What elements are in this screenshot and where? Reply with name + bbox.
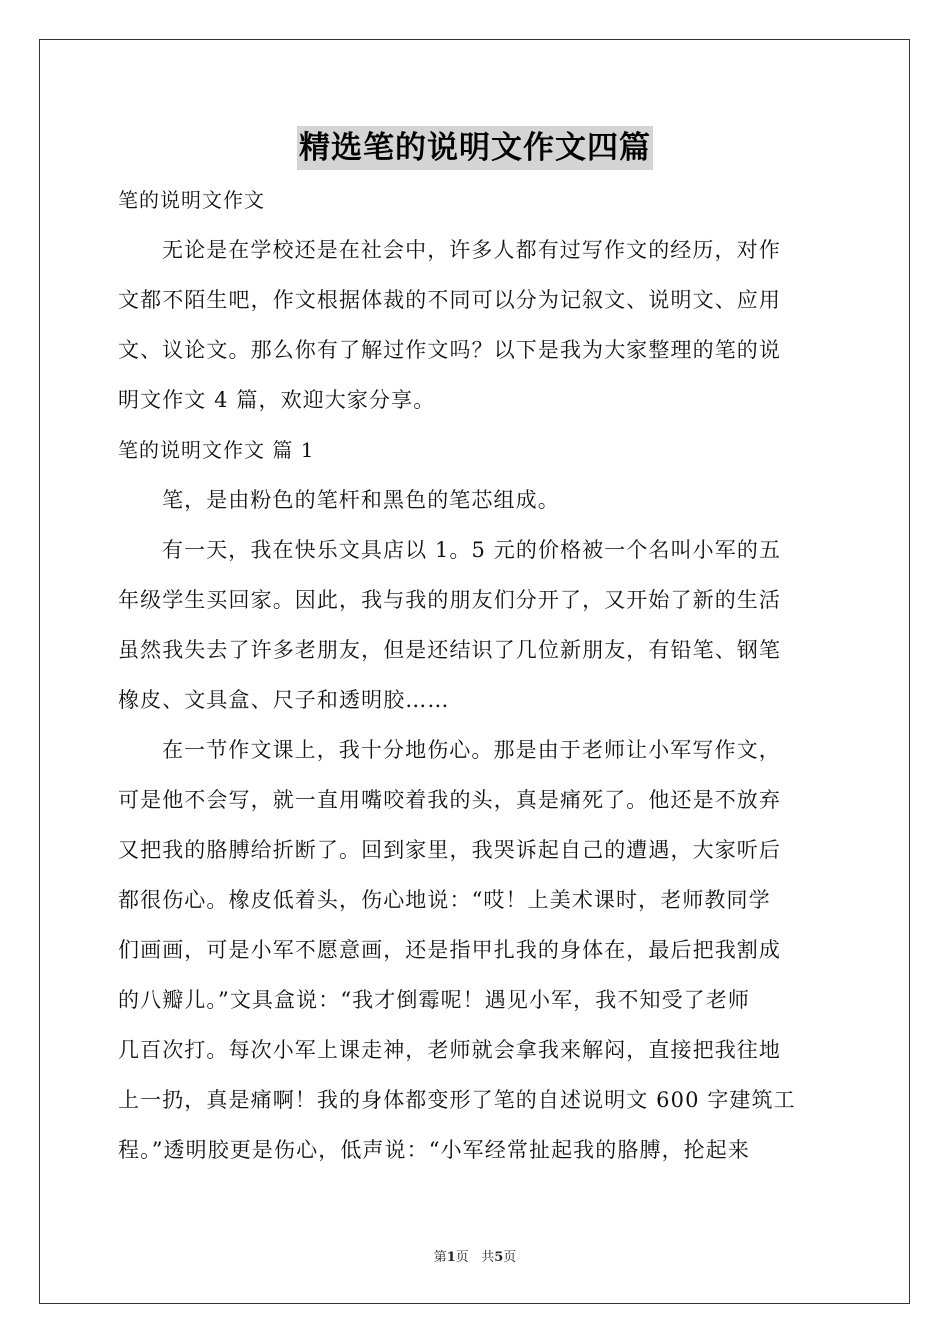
body-text-line: 有一天，我在快乐文具店以 1。5 元的价格被一个名叫小军的五	[162, 538, 782, 562]
title-container	[0, 126, 950, 170]
footer-total-number: 5	[494, 1250, 504, 1265]
document-body	[118, 175, 832, 1175]
body-text-line: 的八瓣儿。”文具盒说：“我才倒霉呢！遇见小军，我不知受了老师	[118, 988, 750, 1012]
body-text-line: 在一节作文课上，我十分地伤心。那是由于老师让小军写作文，	[162, 738, 781, 762]
body-text-line: 上一扔，真是痛啊！我的身体都变形了笔的自述说明文 600 字建筑工	[118, 1088, 796, 1112]
section-heading: 笔的说明文作文 篇 1	[118, 438, 315, 462]
page-footer	[0, 1246, 950, 1265]
body-text-line: 都很伤心。橡皮低着头，伤心地说：“哎！上美术课时，老师教同学	[118, 888, 771, 912]
footer-page-number: 1	[446, 1250, 456, 1265]
body-text-line: 橡皮、文具盒、尺子和透明胶……	[118, 688, 450, 712]
footer-total-suffix: 页	[503, 1250, 517, 1265]
body-text-line: 文都不陌生吧，作文根据体裁的不同可以分为记叙文、说明文、应用	[118, 288, 781, 312]
footer-total-prefix: 共	[481, 1250, 495, 1265]
body-text-line: 程。”透明胶更是伤心，低声说：“小军经常扯起我的胳膊，抡起来	[118, 1138, 750, 1162]
body-text-line: 无论是在学校还是在社会中，许多人都有过写作文的经历，对作	[162, 238, 781, 262]
body-text-line: 几百次打。每次小军上课走神，老师就会拿我来解闷，直接把我往地	[118, 1038, 781, 1062]
body-text-line: 又把我的胳膊给折断了。回到家里，我哭诉起自己的遭遇，大家听后	[118, 838, 781, 862]
section-heading: 笔的说明文作文	[118, 188, 265, 212]
body-text-line: 明文作文 4 篇，欢迎大家分享。	[118, 388, 436, 412]
document-title: 精选笔的说明文作文四篇	[297, 126, 653, 170]
body-text-line: 们画画，可是小军不愿意画，还是指甲扎我的身体在，最后把我割成	[118, 938, 781, 962]
footer-page-suffix: 页	[455, 1250, 469, 1265]
body-text-line: 笔，是由粉色的笔杆和黑色的笔芯组成。	[162, 488, 560, 512]
body-text-line: 虽然我失去了许多老朋友，但是还结识了几位新朋友，有铅笔、钢笔	[118, 638, 781, 662]
body-text-line: 文、议论文。那么你有了解过作文吗？以下是我为大家整理的笔的说	[118, 338, 781, 362]
body-text-line: 可是他不会写，就一直用嘴咬着我的头，真是痛死了。他还是不放弃	[118, 788, 781, 812]
footer-page-prefix: 第	[433, 1250, 447, 1265]
body-text-line: 年级学生买回家。因此，我与我的朋友们分开了，又开始了新的生活	[118, 588, 781, 612]
